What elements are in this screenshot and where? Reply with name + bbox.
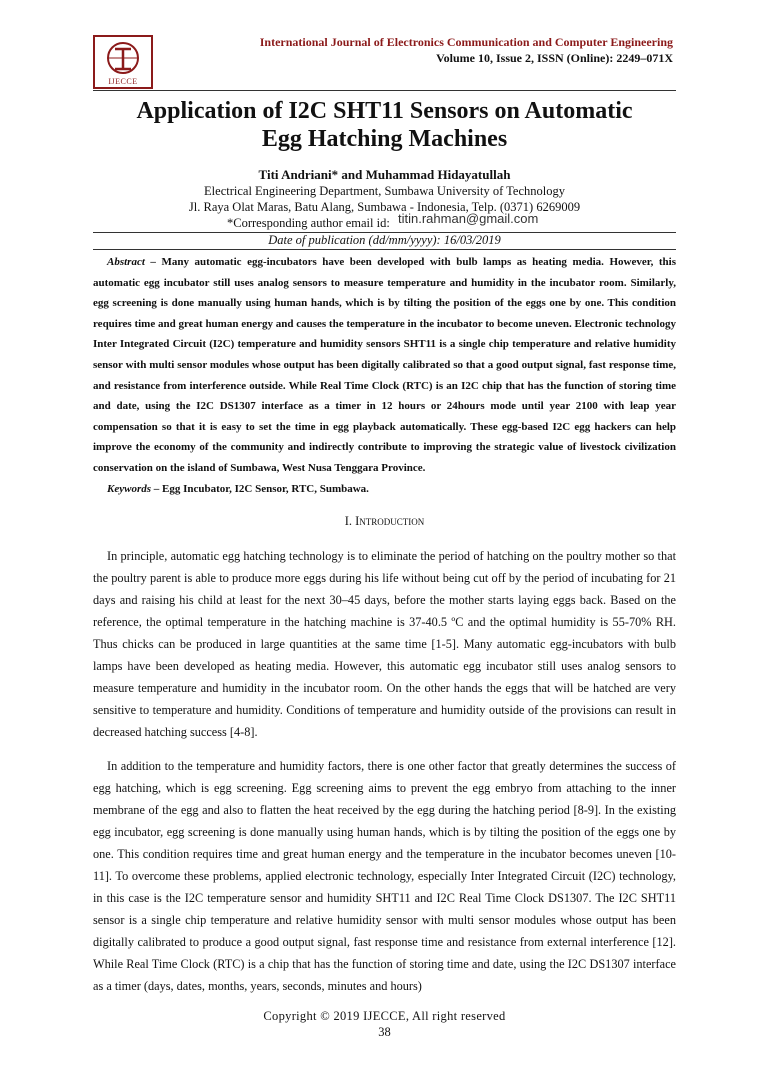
author-email: titin.rahman@gmail.com <box>398 211 539 226</box>
journal-name: International Journal of Electronics Communication and Computer Engineering <box>259 35 673 49</box>
abstract-text: – Many automatic egg-incubators have been developed with bulb lamps as heating media. However, this automatic egg incubator still uses analog sensors to measure temperature and humidity in the incubator room. Similarly, egg screening is done manually using human hands, which is by tilting the position of the eggs one by one. This condition requires time and great human energy and causes the temperature in the incubator to become uneven. Electronic technology Inter Integrated Circuit (I2C) temperature and humidity sensors SHT11 is a single chip temperature and relative humidity sensor with multi sensor modules whose output has been digitally calibrated so that a good output signal, fast response time, and resistance from interference outside. While Real Time Clock (RTC) is an I2C chip that has the function of storing time and date, using the I2C DS1307 interface as a timer in 12 hours or 24hours mode until year 2100 with leap year compensation so that it is easy to set the time in egg playback automatically. These egg-based I2C egg hackers can help improve the economy of the community and indirectly contribute to improving the strategic value of livestock civilization conservation on the island of Sumbawa, West Nusa Tenggara Province. <box>93 256 676 474</box>
section-title: Introduction <box>355 514 425 528</box>
publication-date: Date of publication (dd/mm/yyyy): 16/03/2019 <box>268 233 501 247</box>
journal-logo <box>93 35 153 89</box>
abstract-label: Abstract <box>107 256 145 268</box>
paper-title-line-2: Egg Hatching Machines <box>261 126 508 152</box>
section-number: I. <box>344 514 356 528</box>
keywords <box>107 483 369 495</box>
keywords-text: – Egg Incubator, I2C Sensor, RTC, Sumbawa. <box>151 483 369 495</box>
page-number: 38 <box>378 1025 391 1039</box>
header-divider <box>93 90 676 91</box>
email-label: *Corresponding author email id: <box>227 216 390 230</box>
body-paragraph: In addition to the temperature and humidity factors, there is one other factor that greatly determines the success of egg hatching, which is egg screening. Egg screening aims to prevent the egg embryo from attaching to the inner membrane of the egg and also to flatten the heat received by the egg during the hatching period [8-9]. In the existing egg incubator, egg screening is done manually using human hands, which is by tilting the position of the eggs one by one. This condition requires time and great human energy and the temperature in the incubator becomes uneven [10-11]. To overcome these problems, applied electronic technology, especially Inter Integrated Circuit (I2C) technology, in this case is the I2C temperature sensor and humidity SHT11 and I2C Real Time Clock DS1307. The I2C SHT11 sensor is a single chip temperature and relative humidity sensor with multi sensor modules whose output has been digitally calibrated to produce a good output signal, fast response time and resistance from external interference [12]. While Real Time Clock (RTC) is a chip that has the function of storing time and date, using the I2C DS1307 interface as a timer (days, dates, months, years, seconds, minutes and hours) <box>93 759 676 993</box>
abstract <box>93 252 676 479</box>
paper-title <box>93 97 676 153</box>
authors: Titi Andriani* and Muhammad Hidayatullah <box>258 167 511 182</box>
affiliation-department: Electrical Engineering Department, Sumbawa University of Technology <box>204 184 565 198</box>
journal-volume-info: Volume 10, Issue 2, ISSN (Online): 2249–071X <box>436 51 673 65</box>
footer-copyright: Copyright © 2019 IJECCE, All right reserved <box>263 1009 506 1023</box>
logo-text: IJECCE <box>108 77 138 86</box>
body-paragraph: In principle, automatic egg hatching technology is to eliminate the period of hatching on the poultry mother so that the poultry parent is able to produce more eggs during his life without being cut off by the period of incubating for 21 days and raising his child at least for the next 30–45 days, before the mother starts laying eggs back. Based on the reference, the optimal temperature in the hatching machine is 37-40.5 ºC and the optimal humidity is 55-70% RH. Thus chicks can be produced in large quantities at the same time [1-5]. Many automatic egg-incubators with bulb lamps have been developed as heating media. However, this automatic egg incubator still uses analog sensors to measure temperature and humidity in the incubator room. On the other hands the eggs that will be hatched are very sensitive to temperature and humidity. Conditions of temperature and humidity outside of the provisions can result in decreased hatching success [4-8]. <box>93 549 676 739</box>
pubdate-bottom-rule <box>93 249 676 250</box>
paper-title-line-1: Application of I2C SHT11 Sensors on Automatic <box>136 98 633 124</box>
affiliation-address: Jl. Raya Olat Maras, Batu Alang, Sumbawa - Indonesia, Telp. (0371) 6269009 <box>188 200 581 214</box>
section-heading <box>93 514 676 529</box>
keywords-label: Keywords <box>107 483 151 495</box>
